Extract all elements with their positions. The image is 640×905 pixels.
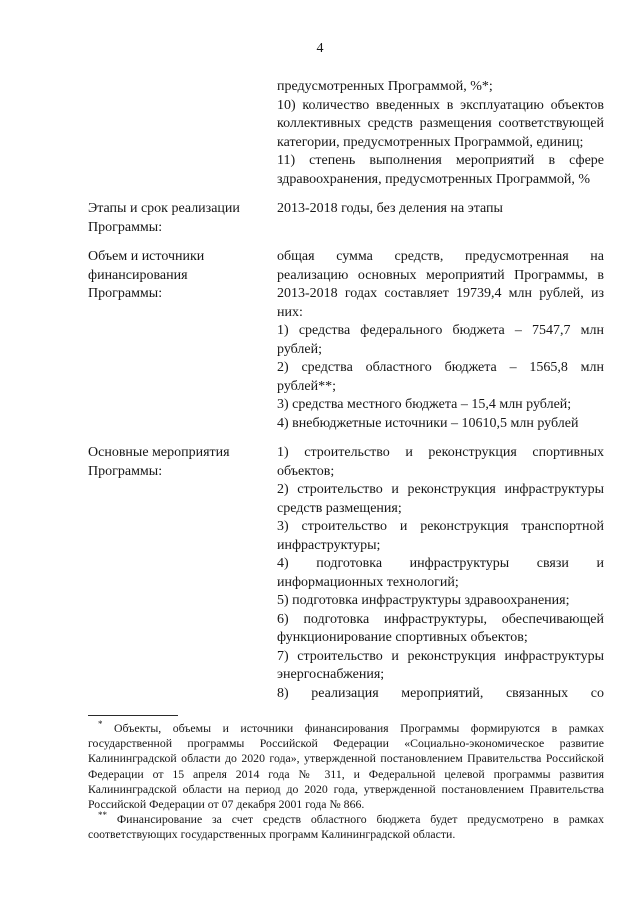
footnote-separator [88,715,178,716]
section-label: Основные мероприятия Программы: [88,445,230,479]
paragraph: 3) средства местного бюджета – 15,4 млн рублей; [277,397,572,412]
paragraph: 11) степень выполнения мероприятий в сфере здравоохранения, предусмотренных Программой, % [277,153,604,187]
section-label: Объем и источники финансирования Программы: [88,249,205,301]
footnotes-block [88,715,604,843]
section-body [277,444,604,703]
paragraph: 10) количество введенных в эксплуатацию объектов коллективных средств размещения соответствующей категории, предусмотренных Программой, единиц; [277,97,604,150]
section-stages-and-term [88,200,604,237]
document-content [88,78,604,703]
section-body [277,200,604,237]
paragraph: предусмотренных Программой, %*; [277,79,493,94]
footnote-text: Объекты, объемы и источники финансирования Программы формируются в рамках государственной программы Российской Федерации «Социально-экономическое развитие Калининградской области до 2020 года», утвержденной постановлением Правительства Российской Федерации от 15 апреля 2014 года № 311, и Федеральной целевой программы развития Калининградской области на период до 2020 года, утвержденной постановлением Правительства Российской Федерации от 07 декабря 2001 года № 866. [88,721,604,812]
section-body [277,248,604,433]
section-performance-indicators [88,78,604,189]
section-body [277,78,604,189]
paragraph: 4) подготовка инфраструктуры связи и информационных технологий; [277,556,604,590]
section-label [88,78,277,189]
footnote [88,721,604,812]
paragraph: 2013-2018 годы, без деления на этапы [277,201,503,216]
paragraph: 4) внебюджетные источники – 10610,5 млн рублей [277,415,579,431]
section-main-activities [88,444,604,703]
paragraph: 3) строительство и реконструкция транспортной инфраструктуры; [277,519,604,553]
paragraph: 6) подготовка инфраструктуры, обеспечивающей функционирование спортивных объектов; [277,611,604,645]
paragraph: 1) средства федерального бюджета – 7547,7 млн рублей; [277,323,604,357]
footnote [88,812,604,842]
paragraph: общая сумма средств, предусмотренная на реализацию основных мероприятий Программы, в 2013-2018 годах составляет 19739,4 млн рублей, из них: [277,249,604,320]
section-label: Этапы и срок реализации Программы: [88,201,240,235]
paragraph: 5) подготовка инфраструктуры здравоохранения; [277,593,570,608]
paragraph: 2) средства областного бюджета – 1565,8 млн рублей**; [277,360,604,394]
page-number: 4 [316,41,324,56]
section-funding [88,248,604,433]
paragraph: 1) строительство и реконструкция спортивных объектов; [277,445,604,479]
paragraph: 7) строительство и реконструкция инфраструктуры энергоснабжения; [277,648,604,682]
footnote-marker: * [98,719,103,730]
paragraph: 2) строительство и реконструкция инфраструктуры средств размещения; [277,482,604,516]
footnote-marker: ** [98,810,107,821]
paragraph: 8) реализация мероприятий, связанных со [277,685,604,701]
footnote-text: Финансирование за счет средств областного бюджета будет предусмотрено в рамках соответствующих государственных программ Калининградской области. [88,812,604,842]
